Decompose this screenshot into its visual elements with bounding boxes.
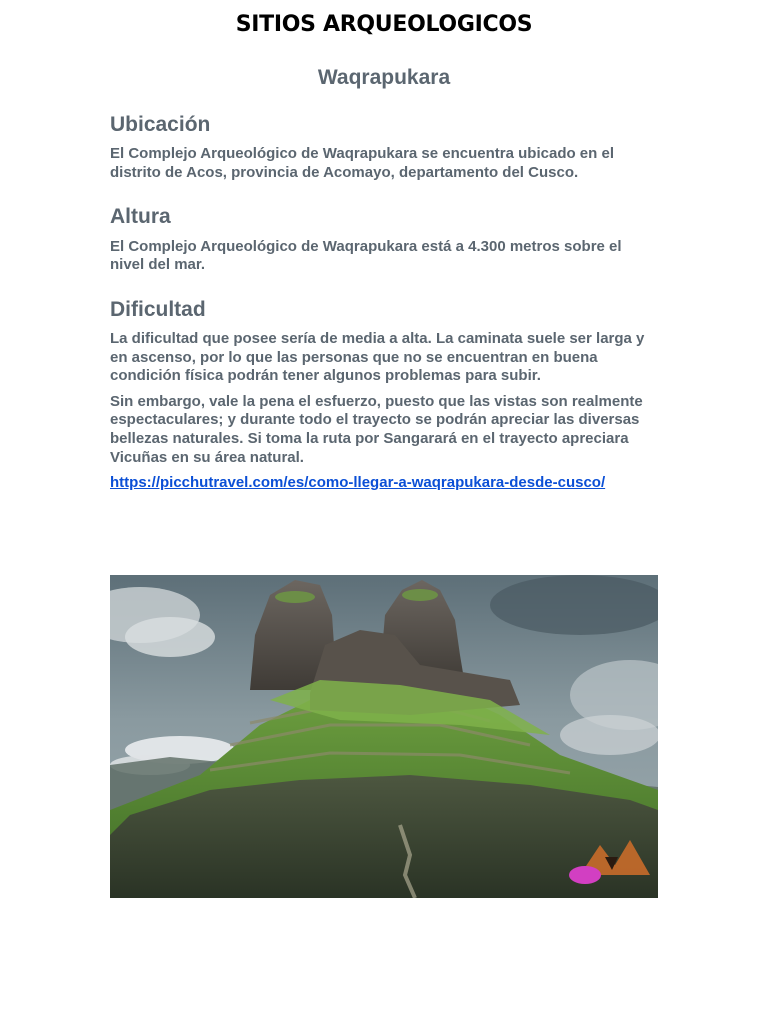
waqrapukara-photo	[110, 575, 658, 898]
section-heading-dificultad: Dificultad	[110, 297, 206, 321]
section-heading-ubicacion: Ubicación	[110, 113, 211, 136]
section-heading-altura: Altura	[110, 205, 171, 229]
document-body	[110, 112, 655, 493]
picchutravel-link[interactable]: https://picchutravel.com/es/como-llegar-a-waqrapukara-desde-cusco/	[110, 474, 606, 492]
altura-paragraph: El Complejo Arqueológico de Waqrapukara está a 4.300 metros sobre el nivel del mar.	[110, 237, 622, 274]
document-title: SITIOS ARQUEOLOGICOS	[235, 12, 533, 37]
site-name-subtitle: Waqrapukara	[317, 66, 451, 89]
dificultad-paragraph-2: Sin embargo, vale la pena el esfuerzo, puesto que las vistas son realmente espectaculares; y durante todo el trayecto se podrán apreciar las diversas bellezas naturales. Si toma la ruta por Sangarará en el trayecto apreciara Vicuñas en su área natural.	[110, 392, 643, 466]
dificultad-paragraph-1: La dificultad que posee sería de media a alta. La caminata suele ser larga y en ascenso, por lo que las personas que no se encuentran en buena condición física podrán tener algunos problemas para subir.	[110, 329, 645, 385]
ubicacion-paragraph: El Complejo Arqueológico de Waqrapukara se encuentra ubicado en el distrito de Acos, provincia de Acomayo, departamento del Cusco.	[110, 145, 614, 181]
